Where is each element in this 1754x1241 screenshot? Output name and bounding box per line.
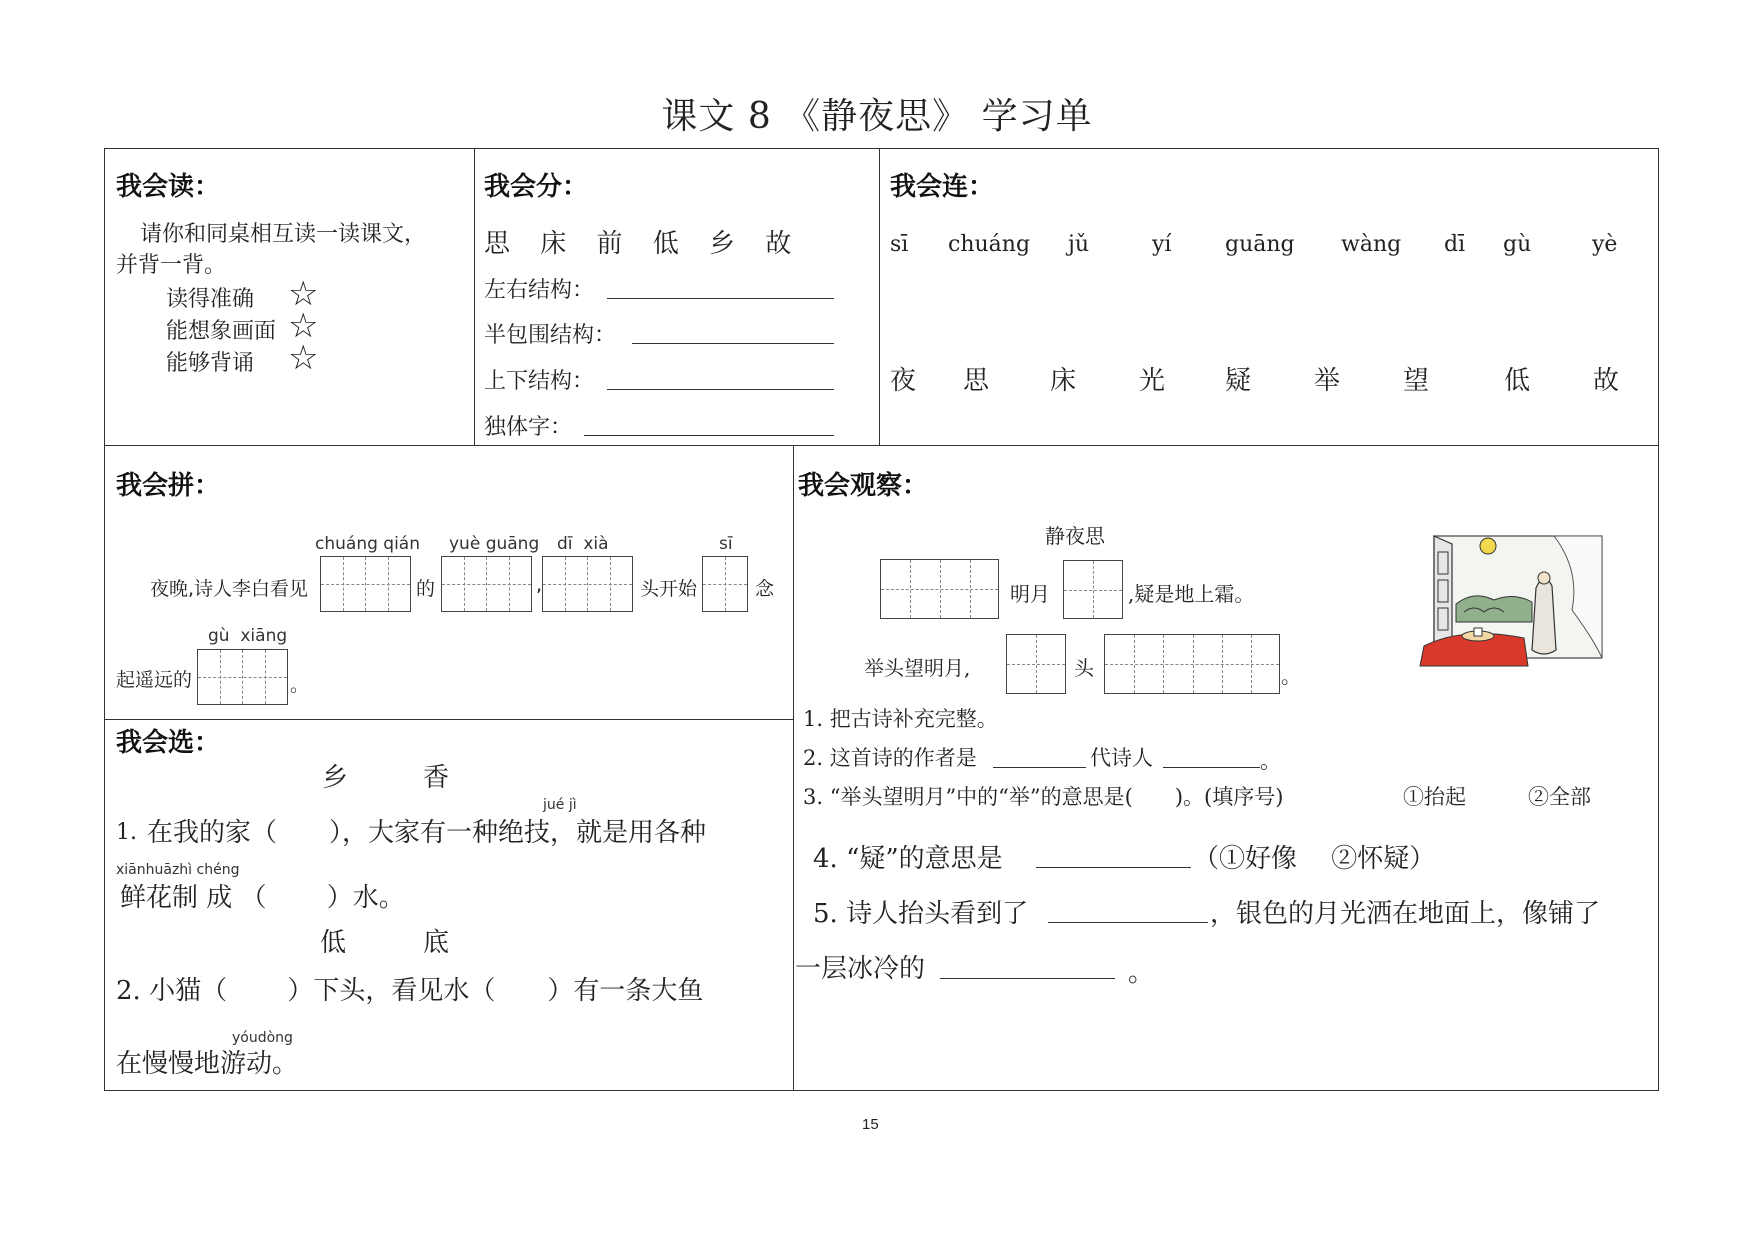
- poem-text: 举头望明月,: [864, 656, 971, 680]
- poem-title: 静夜思: [1045, 524, 1105, 548]
- char-item[interactable]: 夜: [890, 366, 917, 396]
- observe-q4: 4. “疑”的意思是: [813, 844, 1003, 874]
- classify-label-tb: 上下结构：: [484, 369, 595, 394]
- pinyin-hint: jué jì: [543, 797, 577, 813]
- spell-text: 头开始: [640, 578, 698, 600]
- spell-text: 念: [755, 578, 775, 600]
- pinyin-item[interactable]: guāng: [1225, 232, 1295, 257]
- read-item-accurate: 读得准确: [166, 287, 255, 312]
- pinyin-item[interactable]: sī: [890, 232, 909, 257]
- answer-line[interactable]: [940, 978, 1115, 979]
- answer-line[interactable]: [1163, 767, 1260, 768]
- char-item[interactable]: 故: [1593, 366, 1620, 396]
- observe-q4: （①好像 ②怀疑）: [1193, 844, 1436, 874]
- question-text: 2. 小猫（ ）下头，看见水（ ）有一条大鱼: [116, 976, 704, 1006]
- answer-line[interactable]: [993, 767, 1086, 768]
- poem-text: 明月: [1010, 582, 1050, 606]
- pinyin-item[interactable]: gù: [1503, 232, 1532, 257]
- tianzige-box[interactable]: [441, 556, 532, 612]
- pinyin-item[interactable]: dī: [1444, 232, 1466, 257]
- tianzige-box[interactable]: [1006, 634, 1066, 694]
- tianzige-box[interactable]: [320, 556, 411, 612]
- pinyin-hint: dī xià: [557, 534, 609, 554]
- observe-q1: 1. 把古诗补充完整。: [803, 707, 998, 731]
- observe-q3-option[interactable]: ①抬起: [1403, 785, 1466, 809]
- question-text: 在我的家（ ），大家有一种绝技，就是用各种: [147, 818, 707, 848]
- tianzige-box[interactable]: [880, 559, 999, 619]
- pinyin-hint: yóudòng: [232, 1030, 293, 1046]
- spell-text: ,: [536, 574, 543, 596]
- question-text: 在慢慢地游动。: [116, 1049, 299, 1079]
- classify-label-single: 独体字：: [484, 415, 573, 440]
- star-icon[interactable]: ☆: [288, 274, 319, 314]
- observe-heading: 我会观察：: [798, 471, 929, 501]
- poem-text: 头: [1074, 656, 1094, 680]
- char-item[interactable]: 光: [1139, 366, 1166, 396]
- pinyin-hint: sī: [719, 534, 733, 554]
- page-number: 15: [862, 1116, 879, 1133]
- char-item[interactable]: 疑: [1225, 366, 1252, 396]
- spell-text: 的: [416, 578, 436, 600]
- spell-text: 夜晚,诗人李白看见: [150, 578, 309, 600]
- char-item[interactable]: 床: [1050, 366, 1077, 396]
- choice-word: 低: [320, 928, 347, 958]
- poem-text: ,疑是地上霜。: [1128, 582, 1255, 606]
- observe-q5: 。: [1128, 958, 1155, 988]
- spell-text: 。: [290, 674, 310, 696]
- classify-chars: 思 床 前 低 乡 故: [484, 229, 796, 259]
- tianzige-box[interactable]: [542, 556, 633, 612]
- star-icon[interactable]: ☆: [288, 306, 319, 346]
- divider: [105, 445, 1658, 446]
- pinyin-item[interactable]: jǔ: [1068, 232, 1089, 257]
- tianzige-box[interactable]: [1063, 560, 1123, 619]
- pinyin-item[interactable]: chuáng: [948, 232, 1031, 257]
- char-item[interactable]: 望: [1403, 366, 1430, 396]
- observe-q5: 5. 诗人抬头看到了: [813, 899, 1029, 929]
- observe-q2: 2. 这首诗的作者是: [803, 746, 977, 770]
- pinyin-item[interactable]: wàng: [1341, 232, 1402, 257]
- observe-q3: 3. “举头望明月”中的“举”的意思是( )。(填序号): [803, 785, 1284, 809]
- poem-text: 。: [1281, 664, 1301, 688]
- pinyin-hint: gù xiāng: [208, 626, 288, 646]
- answer-line[interactable]: [607, 389, 834, 390]
- read-instruction: 请你和同桌相互读一读课文，: [140, 222, 427, 247]
- char-item[interactable]: 思: [963, 366, 990, 396]
- tianzige-box[interactable]: [197, 649, 288, 705]
- choice-word: 乡: [322, 763, 349, 793]
- read-instruction: 并背一背。: [116, 253, 227, 278]
- classify-label-lr: 左右结构：: [484, 278, 595, 303]
- answer-line[interactable]: [584, 435, 834, 436]
- char-item[interactable]: 低: [1504, 366, 1531, 396]
- observe-q3-option[interactable]: ②全部: [1528, 785, 1591, 809]
- pinyin-item[interactable]: yí: [1152, 232, 1172, 257]
- page-title: 课文 8 《静夜思》 学习单: [661, 96, 1093, 137]
- choice-word: 香: [423, 763, 450, 793]
- char-item[interactable]: 举: [1314, 366, 1341, 396]
- spell-text: 起遥远的: [116, 669, 193, 691]
- answer-line[interactable]: [1036, 867, 1191, 868]
- question-number: 1.: [116, 820, 137, 845]
- pinyin-hint: xiānhuāzhì chéng: [116, 862, 240, 878]
- choice-word: 底: [423, 928, 450, 958]
- poem-illustration: [1404, 530, 1606, 672]
- divider: [474, 149, 475, 445]
- answer-line[interactable]: [1048, 922, 1208, 923]
- read-heading: 我会读：: [116, 172, 221, 202]
- answer-line[interactable]: [607, 298, 834, 299]
- read-item-imagine: 能想象画面: [166, 319, 277, 344]
- observe-q2: 。: [1260, 749, 1281, 773]
- connect-heading: 我会连：: [890, 172, 995, 202]
- observe-q2: 代诗人: [1090, 746, 1153, 770]
- tianzige-box[interactable]: [702, 556, 748, 612]
- star-icon[interactable]: ☆: [288, 338, 319, 378]
- observe-q5: 一层冰冷的: [795, 954, 926, 984]
- pinyin-item[interactable]: yè: [1592, 232, 1618, 257]
- question-text: 鲜花制 成 （ ）水。: [120, 883, 405, 913]
- moon-night-illustration: [1404, 530, 1606, 672]
- divider: [879, 149, 880, 445]
- pinyin-hint: chuáng qián: [315, 534, 420, 554]
- choose-heading: 我会选：: [116, 728, 221, 758]
- read-item-recite: 能够背诵: [166, 351, 255, 376]
- pinyin-hint: yuè guāng: [449, 534, 540, 554]
- tianzige-box[interactable]: [1104, 634, 1280, 694]
- classify-label-half: 半包围结构：: [484, 323, 617, 348]
- divider: [793, 445, 794, 1090]
- answer-line[interactable]: [632, 343, 834, 344]
- observe-q5: ，银色的月光洒在地面上，像铺了: [1210, 899, 1601, 929]
- classify-heading: 我会分：: [484, 172, 589, 202]
- spell-heading: 我会拼：: [116, 471, 221, 501]
- divider: [105, 719, 793, 720]
